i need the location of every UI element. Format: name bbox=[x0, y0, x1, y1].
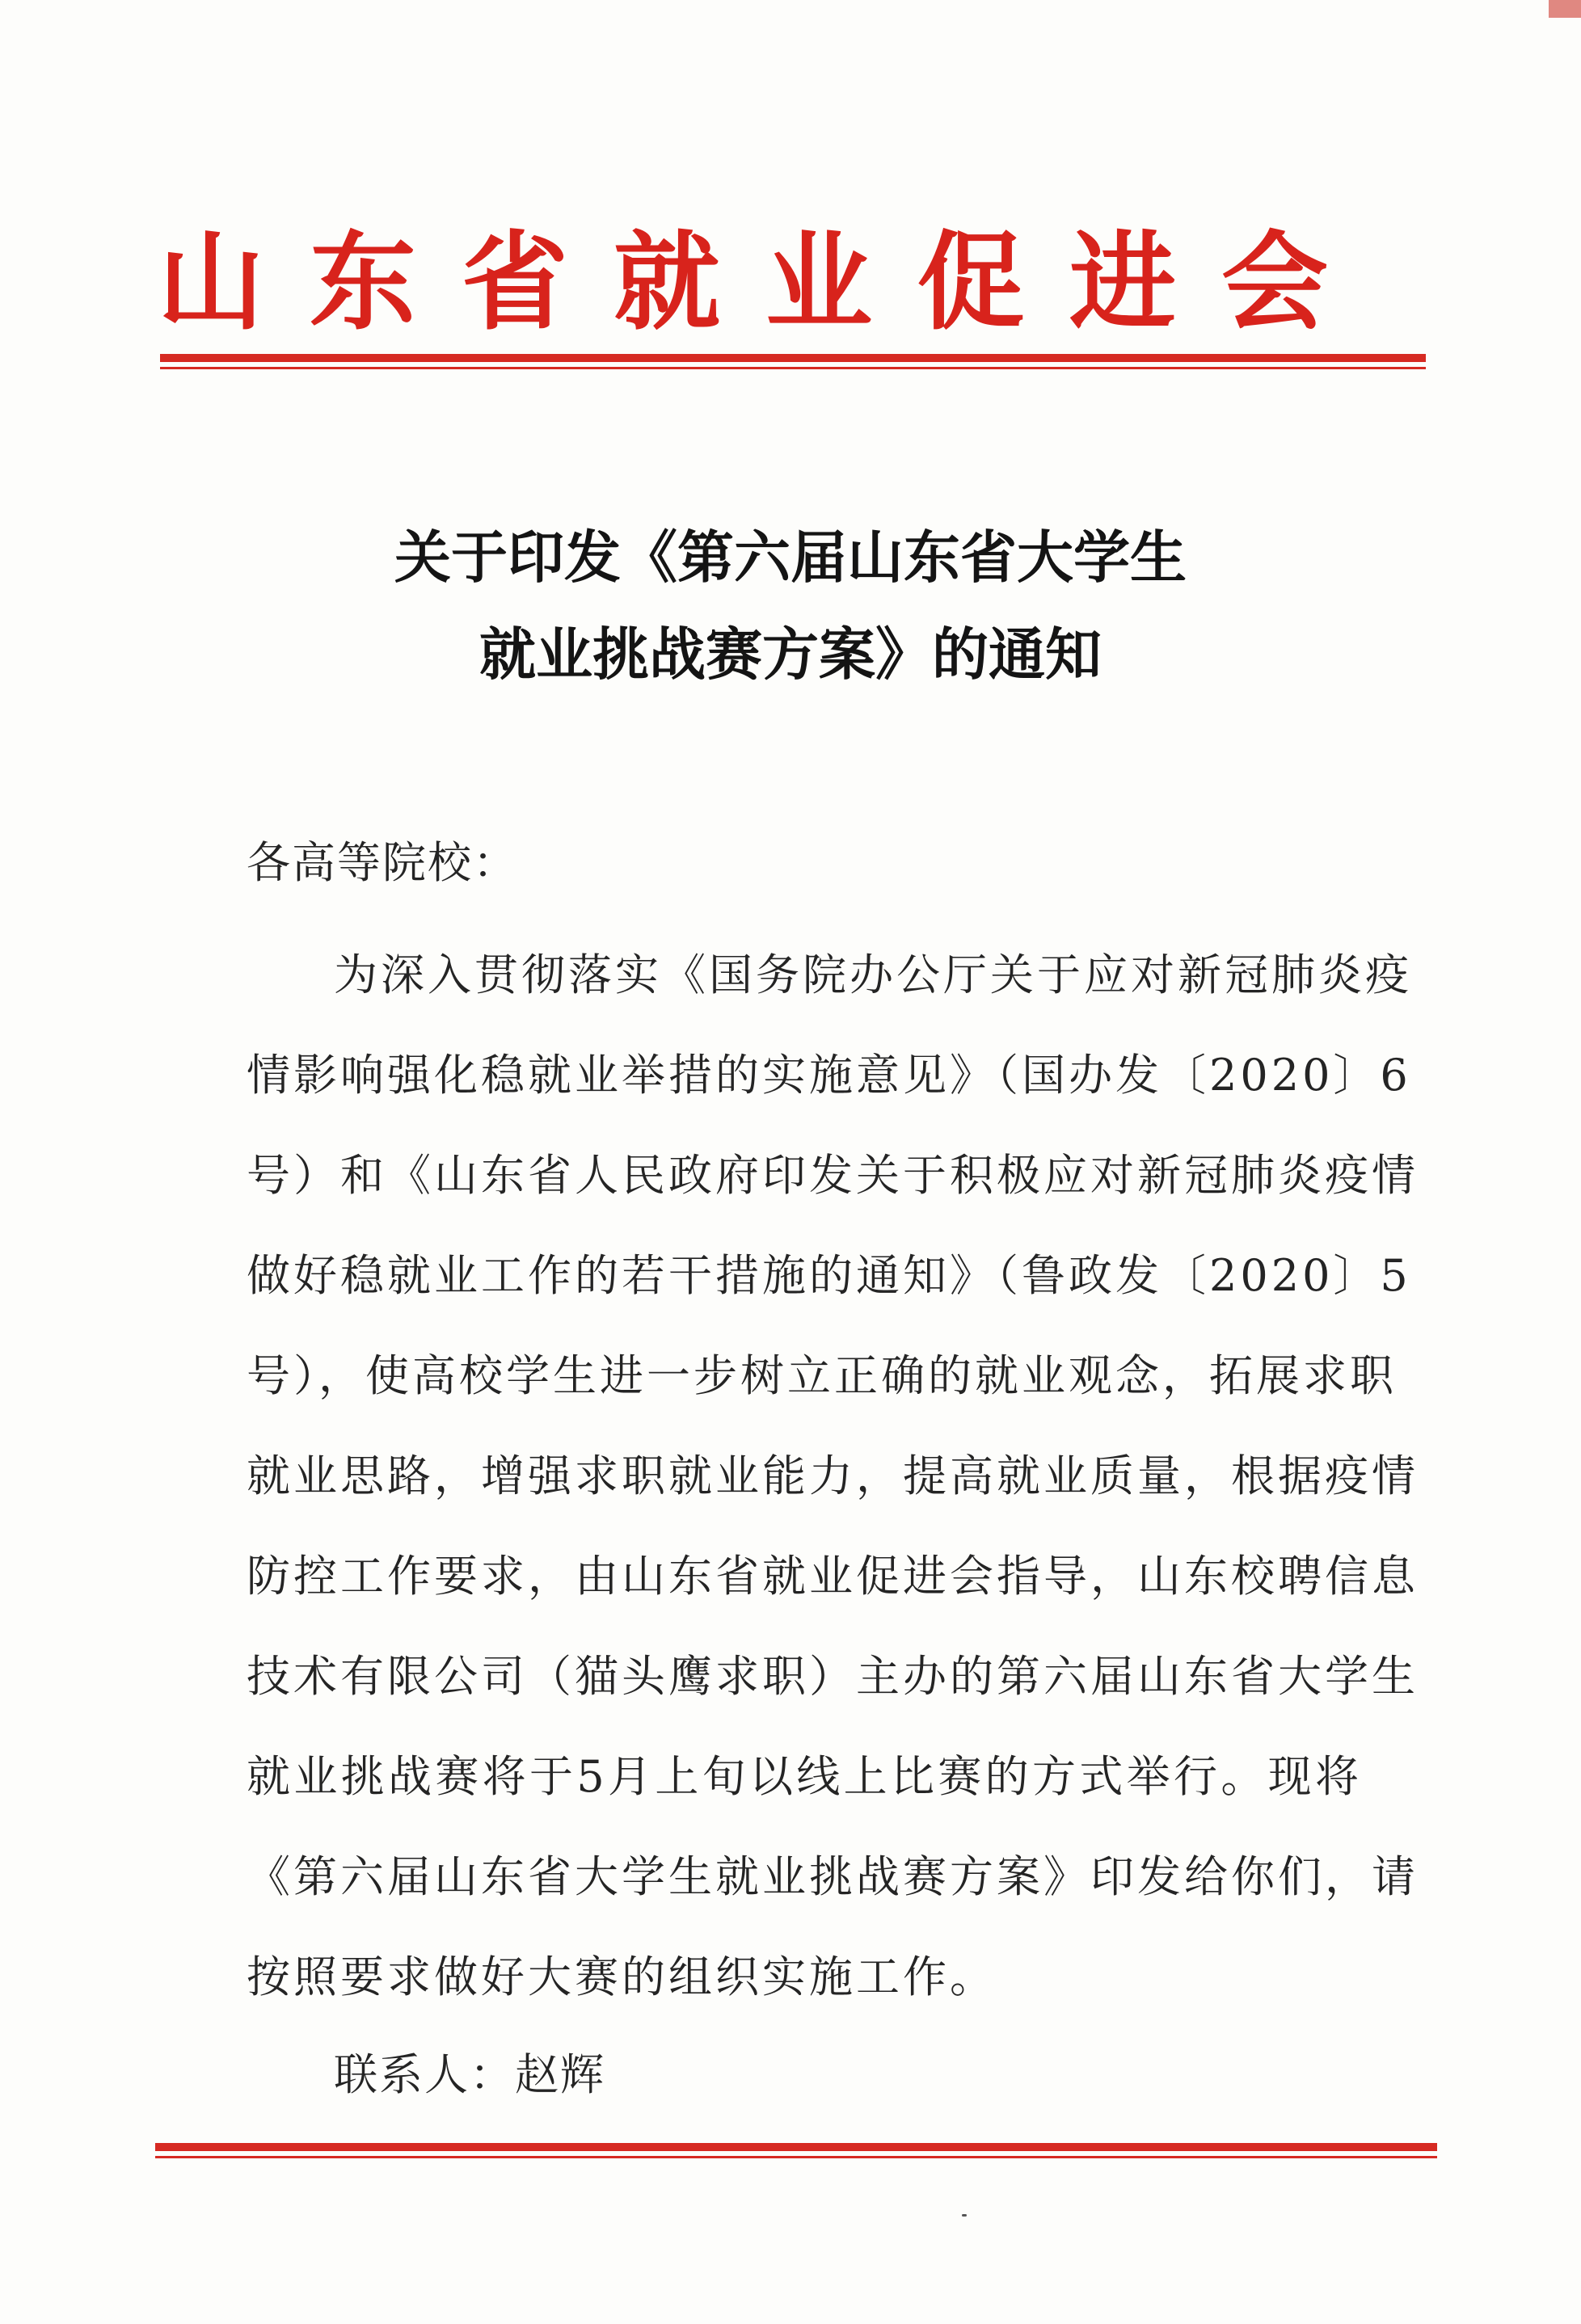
paragraph-line: 为深入贯彻落实《国务院办公厅关于应对新冠肺炎疫 bbox=[334, 949, 1412, 1000]
header-red-rule bbox=[160, 354, 1426, 362]
corner-mark bbox=[1549, 0, 1581, 18]
paragraph-line: 做好稳就业工作的若干措施的通知》（鲁政发〔2020〕5 bbox=[247, 1250, 1411, 1301]
document-title-line-2: 就业挑战赛方案》的通知 bbox=[479, 621, 1102, 688]
paragraph-line: 就业思路，增强求职就业能力，提高就业质量，根据疫情 bbox=[247, 1450, 1419, 1501]
footer-red-rule bbox=[155, 2143, 1437, 2151]
body-paragraph bbox=[247, 925, 1419, 2027]
document-title-line-1: 关于印发《第六届山东省大学生 bbox=[394, 524, 1187, 591]
paragraph-line: 防控工作要求，由山东省就业促进会指导，山东校聘信息 bbox=[247, 1551, 1419, 1602]
organization-header: 山东省就业促进会 bbox=[158, 221, 1373, 345]
paragraph-line: 情影响强化稳就业举措的实施意见》（国办发〔2020〕6 bbox=[247, 1050, 1411, 1101]
paragraph-line: 就业挑战赛将于5月上旬以线上比赛的方式举行。现将 bbox=[247, 1751, 1362, 1802]
paragraph-line: 技术有限公司（猫头鹰求职）主办的第六届山东省大学生 bbox=[247, 1651, 1419, 1702]
paragraph-line: 号）和《山东省人民政府印发关于积极应对新冠肺炎疫情 bbox=[247, 1150, 1419, 1201]
paragraph-line: 按照要求做好大赛的组织实施工作。 bbox=[247, 1951, 997, 2002]
paragraph-line: 《第六届山东省大学生就业挑战赛方案》印发给你们，请 bbox=[247, 1851, 1419, 1902]
scan-speck bbox=[962, 2214, 967, 2217]
paragraph-line: 号），使高校学生进一步树立正确的就业观念，拓展求职 bbox=[247, 1350, 1397, 1401]
contact-person: 联系人：赵辉 bbox=[334, 2049, 605, 2100]
salutation: 各高等院校： bbox=[247, 837, 518, 888]
